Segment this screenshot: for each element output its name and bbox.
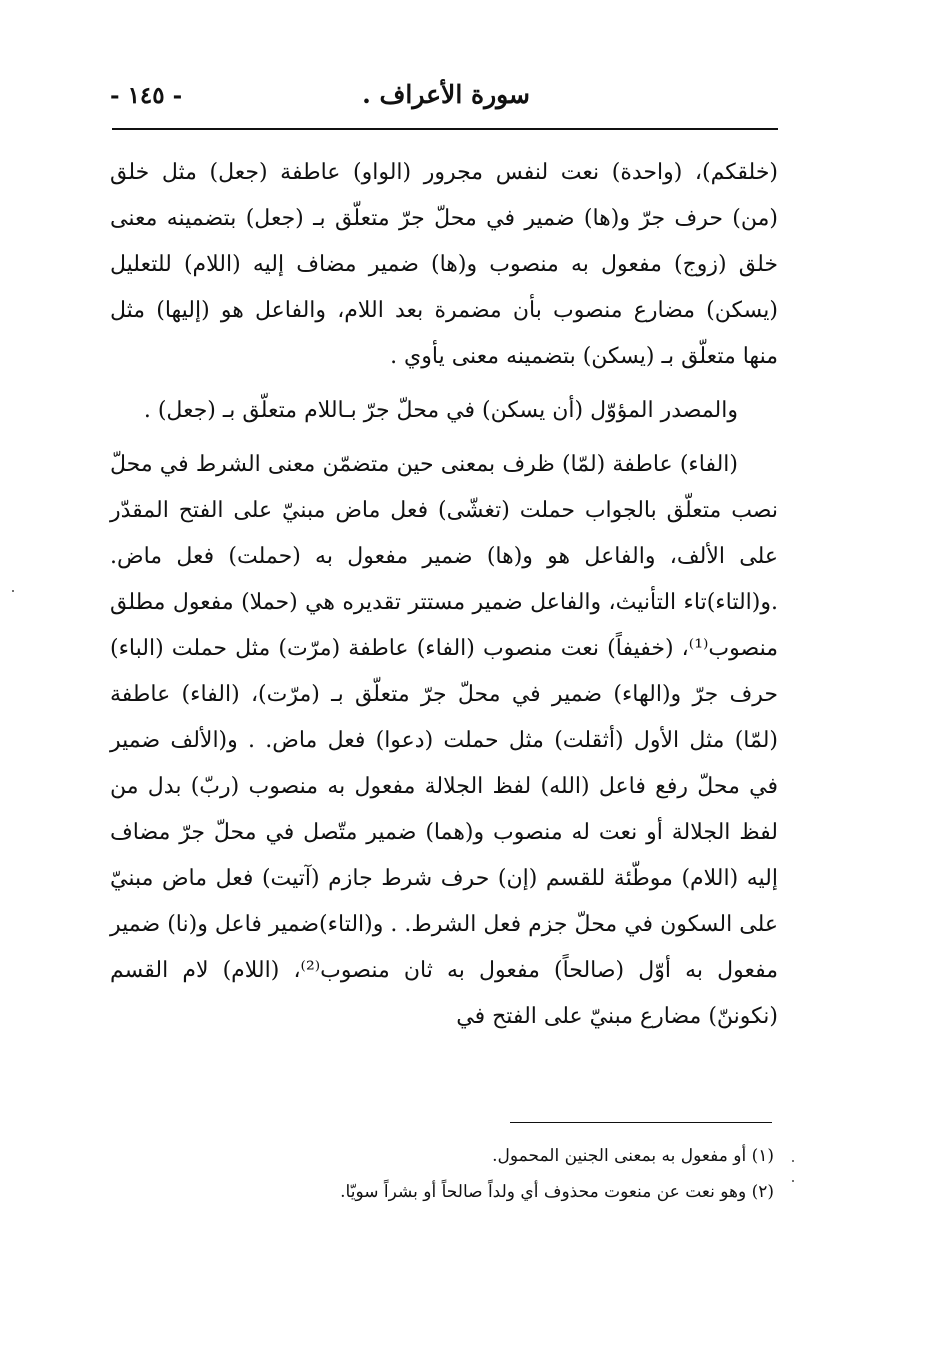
footnotes [110, 1138, 774, 1210]
paragraph-3: (الفاء) عاطفة (لمّا) ظرف بمعنى حين متضمّن معنى الشرط في محلّ نصب متعلّق بالجواب حملت (تغشّى) فعل ماض مبنيّ على الفتح المقدّر على الألف، والفاعل هو و(ها) ضمير مفعول به (حملت) فعل ماض. .و(التاء)تاء التأنيث، والفاعل ضمير مستتر تقديره هي (حملا) مفعول مطلق منصوب⁽¹⁾، (خفيفاً) نعت منصوب (الفاء) عاطفة (مرّت) مثل حملت (الباء) حرف جرّ و(الهاء) ضمير في محلّ جرّ متعلّق بـ (مرّت)، (الفاء) عاطفة (لمّا) مثل الأول (أثقلت) مثل حملت (دعوا) فعل ماض. . و(الألف ضمير في محلّ رفع فاعل (الله) لفظ الجلالة مفعول به منصوب (ربّ) بدل من لفظ الجلالة أو نعت له منصوب و(هما) ضمير متّصل في محلّ جرّ مضاف إليه (اللام) موطّئة للقسم (إن) حرف شرط جازم (آتيت) فعل ماض مبنيّ على السكون في محلّ جزم فعل الشرط. . و(التاء)ضمير فاعل و(نا) ضمير مفعول به أوّل (صالحاً) مفعول به ثان منصوب⁽²⁾، (اللام) لام القسم (نكوننّ) مضارع مبنيّ على الفتح في [110, 452, 778, 1029]
page-number: - ١٤٥ - [110, 82, 183, 109]
footnote-divider [510, 1122, 772, 1123]
scan-speck [792, 1160, 794, 1162]
footnote-2: (٢) وهو نعت عن منعوت محذوف أي ولداً صالحاً أو بشراً سويّا. [340, 1182, 774, 1202]
main-text [110, 150, 778, 1048]
header-divider [112, 128, 778, 130]
scan-speck [792, 1180, 794, 1182]
scan-speck [12, 590, 14, 592]
paragraph-1: (خلقكم)، (واحدة) نعت لنفس مجرور (الواو) عاطفة (جعل) مثل خلق (من) حرف جرّ و(ها) ضمير في محلّ جرّ متعلّق بـ (جعل) بتضمينه معنى خلق (زوج) مفعول به منصوب و(ها) ضمير مضاف إليه (اللام) للتعليل (يسكن) مضارع منصوب بأن مضمرة بعد اللام، والفاعل هو (إليها) مثل منها متعلّق بـ (يسكن) بتضمينه معنى يأوي . [110, 160, 778, 369]
surah-title: سورة الأعراف . [362, 80, 530, 109]
footnote-1: (١) أو مفعول به بمعنى الجنين المحمول. [492, 1146, 774, 1166]
paragraph-2: والمصدر المؤوّل (أن يسكن) في محلّ جرّ بـاللام متعلّق بـ (جعل) . [143, 398, 738, 423]
page-header [110, 76, 778, 126]
